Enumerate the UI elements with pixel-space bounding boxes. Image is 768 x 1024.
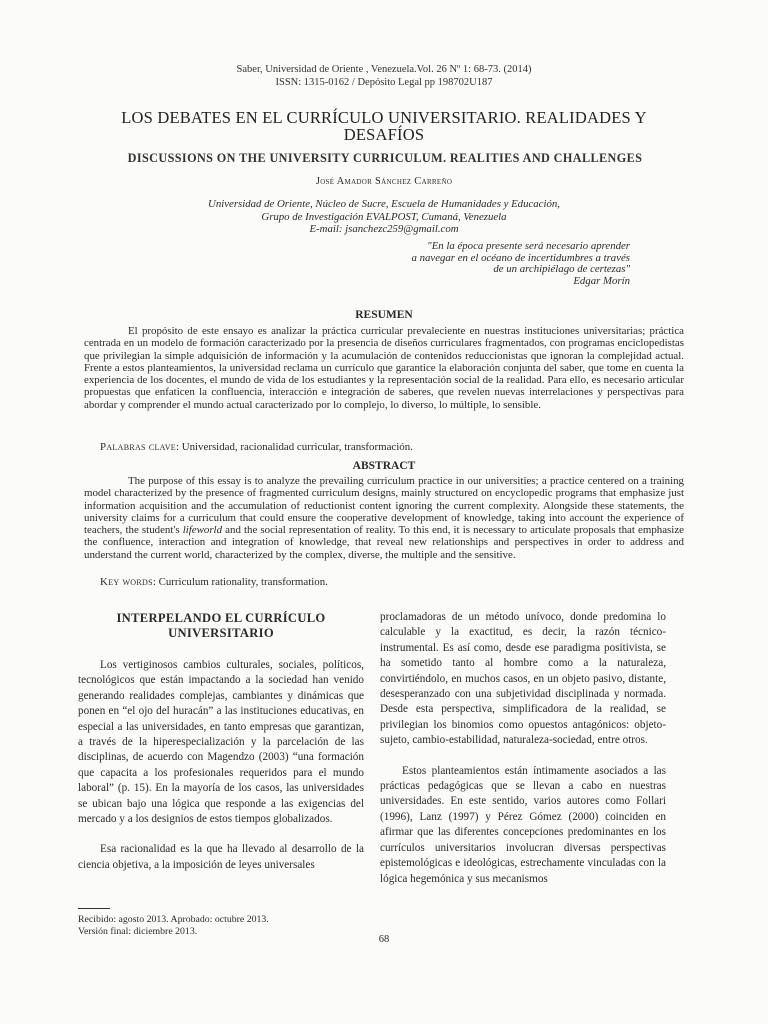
resumen-text: El propósito de este ensayo es analizar la práctica curricular prevaleciente en nuestras instituciones universitarias; práctica centrada en un modelo de formación caracterizado por la presencia de diseños curriculares fragmentados, con programas enciclopedistas que privilegian la simple adquisición de información y la acumulación de contenidos reduccionistas que ignoran la complejidad actual. Frente a estos planteamientos, la universidad reclama un currículo que garantice la elaboración conjunta del saber, que tome en cuenta la experiencia de los docentes, el mundo de vida de los estudiantes y la representación social de la realidad. Para ello, es necesario articular propuestas que enfaticen la confluencia, interacción e integración de saberes, que revelen nuevas interrelaciones y perspectivas para abordar y comprender el mundo actual caracterizado por lo complejo, lo diverso, lo múltiple, lo sensible. — [84, 325, 684, 411]
keywords-es: : Universidad, racionalidad curricular, transformación. — [175, 441, 413, 453]
abstract-text — [84, 475, 684, 561]
left-paragraph-2: Esa racionalidad es la que ha llevado al desarrollo de la ciencia objetiva, a la imposición de leyes universales — [78, 843, 364, 871]
abstract-text-italic: lifeworld — [182, 524, 223, 537]
epigraph-line2: a navegar en el océano de incertidumbres a través — [411, 251, 630, 264]
section-heading — [78, 611, 364, 641]
epigraph-line3: de un archipiélago de certezas" — [493, 263, 630, 276]
footnote-rule — [78, 908, 110, 909]
right-column — [380, 610, 666, 887]
author-name: José Amador Sánchez Carreño — [315, 176, 453, 187]
keywords-label-es: Palabras clave — [100, 441, 176, 453]
abstract-text-part1: The purpose of this essay is to analyze the prevailing curriculum practice in our universities; a practice centered on a training model characterized by the presence of fragmented curriculum designs, mainly structured on encyclopedic programs that emphasize just information acquisition and the accumulation of reductionist content ignoring the current complexity. Alongside these statements, the university claims for a curriculum that could ensure the cooperative development of knowledge, taking into account the experience of teachers, the student's — [84, 475, 684, 537]
journal-citation: Saber, Universidad de Oriente , Venezuela.Vol. 26 Nº 1: 68-73. (2014) — [236, 64, 532, 75]
left-column — [78, 658, 364, 873]
title-spanish-line1: LOS DEBATES EN EL CURRÍCULO UNIVERSITARIO. REALIDADES Y — [121, 108, 647, 127]
resumen-heading: RESUMEN — [355, 309, 413, 321]
title-english: DISCUSSIONS ON THE UNIVERSITY CURRICULUM. REALITIES AND CHALLENGES — [127, 151, 643, 165]
abstract-keywords — [100, 576, 680, 588]
abstract-text-part2: and the social representation of reality. To this end, it is necessary to articulate proposals that emphasize the confluence, interaction and integration of knowledge, that reveal new relationships and perspectives in order to address and understand the current world, characterized by the complex, diverse, the multiple and the sensitive. — [84, 524, 684, 561]
resumen-keywords — [100, 441, 680, 453]
epigraph-attribution: Edgar Morín — [573, 274, 630, 287]
section-heading-line2: UNIVERSITARIO — [168, 626, 274, 640]
title-spanish-line2: DESAFÍOS — [343, 125, 425, 144]
footnote-final: Versión final: diciembre 2013. — [78, 925, 198, 937]
right-paragraph-2: Estos planteamientos están íntimamente asociados a las prácticas pedagógicas que se llevan a cabo en nuestras universidades. En este sentido, varios autores como Follari (1996), Lanz (1997) y Pérez Gómez (2000) coinciden en afirmar que las diferentes concepciones predominantes en los currículos universitarios involucran diversas perspectivas epistemológicas e ideológicas, estrechamente vinculadas con la lógica hegemónica y sus mecanismos — [380, 764, 666, 885]
title-spanish — [100, 109, 668, 143]
keywords-label-en: Key words — [100, 576, 153, 588]
footnote-received: Recibido: agosto 2013. Aprobado: octubre 2013. — [78, 914, 269, 925]
affiliation-line2: Grupo de Investigación EVALPOST, Cumaná, Venezuela — [261, 210, 507, 223]
left-paragraph-1: Los vertiginosos cambios culturales, sociales, políticos, tecnológicos que están impactando a la sociedad han venido generando realidades complejas, cambiantes y dinámicas que ponen en “el ojo del huracán” a las instituciones educativas, en especial a las universidades, en tanto empresas que garantizan, a través de la hiperespecialización y la parcelación de las disciplinas, de acuerdo con Magendzo (2003) “una formación que capacita a los profesionales requeridos para el mundo laboral” (p. 15). En la mayoría de los casos, las universidades se ubican bajo una lógica que responde a las exigencias del mercado y a los designios de estos tiempos globalizados. — [78, 659, 364, 826]
author-affiliation — [0, 198, 768, 236]
page-number: 68 — [378, 934, 390, 945]
affiliation-line1: Universidad de Oriente, Núcleo de Sucre, Escuela de Humanidades y Educación, — [208, 198, 560, 210]
section-heading-line1: INTERPELANDO EL CURRÍCULO — [116, 611, 326, 625]
epigraph — [300, 241, 630, 287]
epigraph-line1: "En la época presente será necesario aprender — [427, 240, 630, 252]
keywords-en: : Curriculum rationality, transformation. — [152, 576, 328, 588]
abstract-heading: ABSTRACT — [352, 460, 416, 472]
issn-line: ISSN: 1315-0162 / Depósito Legal pp 198702U187 — [275, 77, 493, 88]
author-email: E-mail: jsanchezc259@gmail.com — [309, 223, 459, 235]
right-paragraph-1: proclamadoras de un método unívoco, donde predomina lo calculable y la exactitud, es decir, la razón técnico-instrumental. Es así como, desde ese paradigma positivista, se ha sometido tanto al hombre como a la naturaleza, convirtiéndolo, en muchos casos, en un objeto pasivo, distante, desesperanzado con una subjetividad disciplinada y normada. Desde esta perspectiva, simplificadora de la realidad, se privilegian los binomios como opuestos antagónicos: objeto-sujeto, cambio-estabilidad, naturaleza-sociedad, entre otros. — [380, 611, 666, 747]
